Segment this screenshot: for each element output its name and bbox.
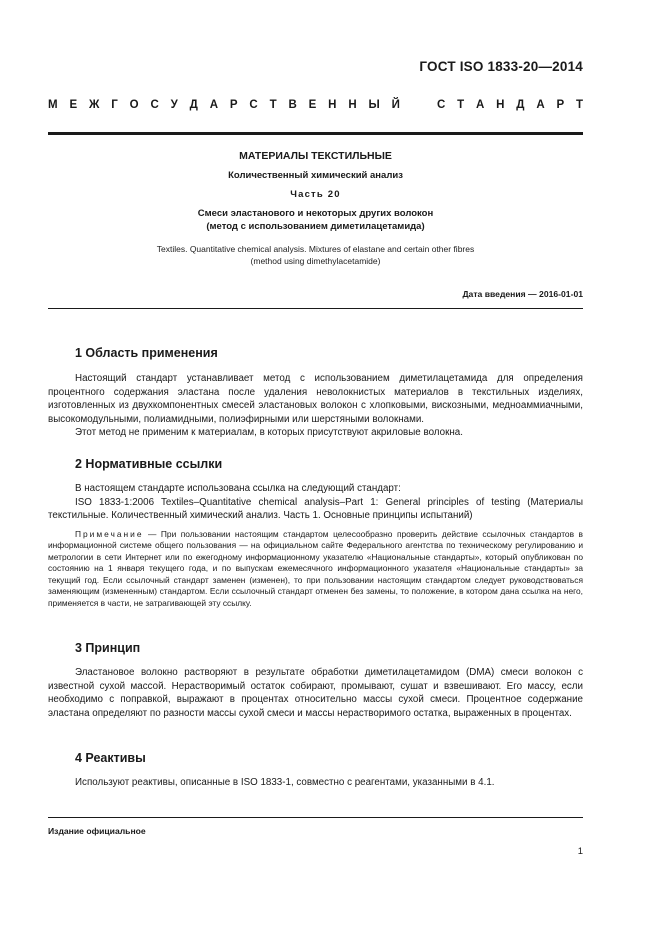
standard-type-letter: Т bbox=[457, 99, 465, 111]
title-main: МАТЕРИАЛЫ ТЕКСТИЛЬНЫЕ bbox=[239, 150, 392, 162]
standard-type-letter: Р bbox=[556, 99, 565, 111]
standard-type-letter: Г bbox=[111, 99, 118, 111]
standard-type-letter: Ж bbox=[88, 99, 100, 111]
note-text: — При пользовании настоящим стандартом целесообразно проверить действие ссылочных стандартов в информационной системе общего пользования — на официальном сайте Федерального агентства по техническому регулированию и метрологии в сети Интернет или по ежегодному информационному указателю «Национальные стандарты», который опубликован по состоянию на 1 января текущего года, и по выпускам ежемесячного информационного указателя «Национальные стандарты» за текущий год. Если ссылочный стандарт заменен (изменен), то при пользовании настоящим стандартом следует руководствоваться заменяющим (измененным) стандартом. Если ссылочный стандарт отменен без замены, то положение, в котором дана ссылка на него, применяется в части, не затрагивающей эту ссылку. bbox=[48, 528, 583, 608]
standard-type-letter: Н bbox=[348, 99, 357, 111]
standard-type-word-2 bbox=[437, 99, 583, 111]
section-heading: 2 Нормативные ссылки bbox=[75, 457, 223, 471]
section-paragraph: Этот метод не применим к материалам, в которых присутствуют акриловые волокна. bbox=[75, 427, 463, 438]
title-divider bbox=[48, 308, 583, 309]
edition-label: Издание официальное bbox=[48, 826, 146, 836]
section-normative-references bbox=[48, 456, 583, 609]
note-paragraph bbox=[48, 529, 583, 610]
section-scope bbox=[48, 345, 583, 440]
standard-type-letter: М bbox=[48, 99, 58, 111]
title-english-line-1: Textiles. Quantitative chemical analysis. Mixtures of elastane and certain other fibres bbox=[156, 244, 475, 254]
title-name bbox=[48, 207, 583, 233]
standard-type-letter: А bbox=[536, 99, 545, 111]
standard-type-letter: С bbox=[150, 99, 159, 111]
standard-type-letter: Е bbox=[308, 99, 317, 111]
section-paragraph: Эластановое волокно растворяют в результате обработки диметилацетамидом (DMA) смеси волокон с известной сухой массой. Нерастворимый остаток собирают, промывают, сушат и взвешивают. Его массу, если необходимо с поправкой, выражают в процентах относительно массы сухой смеси. Процентное содержание эластана определяют по разности массы сухой смеси и массы нерастворимого остатка, выраженных в процентах. bbox=[48, 667, 583, 719]
standard-type-letter: Н bbox=[496, 99, 505, 111]
section-paragraph: ISO 1833-1:2006 Textiles–Quantitative chemical analysis–Part 1: General principles of testing (Материалы текстильные. Количественный химический анализ. Часть 1. Основные принципы испытаний) bbox=[48, 496, 583, 521]
title-english bbox=[48, 243, 583, 267]
title-subtitle: Количественный химический анализ bbox=[228, 170, 403, 181]
title-part: Часть 20 bbox=[290, 189, 341, 200]
standard-type-letter: У bbox=[170, 99, 178, 111]
standard-type-word-1 bbox=[48, 99, 400, 111]
standard-type-letter: Т bbox=[575, 99, 583, 111]
standard-type-letter: Ы bbox=[368, 99, 380, 111]
standard-type-letter: Е bbox=[69, 99, 78, 111]
section-paragraph: Настоящий стандарт устанавливает метод с использованием диметилацетамида для определения процентного содержания эластана после удаления неволокнистых материалов в текстильных изделиях, изготовленных из двухкомпонентных смесей эластановых волокон с хлопковыми, вискозными, медноаммиачными, высокомодульными, полиамидными, полиэфирными или шерстяными волокнами. bbox=[48, 373, 583, 425]
standard-type-letter: С bbox=[249, 99, 258, 111]
standard-type-heading bbox=[48, 99, 583, 111]
section-heading: 3 Принцип bbox=[75, 641, 141, 655]
document-number: ГОСТ ISO 1833-20—2014 bbox=[419, 59, 583, 74]
note-label: Примечание bbox=[75, 528, 144, 539]
standard-type-letter: О bbox=[129, 99, 139, 111]
standard-type-letter: А bbox=[209, 99, 219, 111]
section-principle bbox=[48, 640, 583, 720]
page-number: 1 bbox=[577, 846, 583, 857]
section-paragraph: В настоящем стандарте использована ссылка на следующий стандарт: bbox=[75, 483, 401, 494]
standard-type-letter: В bbox=[288, 99, 297, 111]
section-reagents bbox=[48, 750, 583, 790]
section-heading: 1 Область применения bbox=[75, 346, 218, 360]
title-name-line-2: (метод с использованием диметилацетамида) bbox=[206, 221, 425, 232]
section-paragraph: Используют реактивы, описанные в ISO 1833-1, совместно с реагентами, указанными в 4.1. bbox=[75, 777, 495, 788]
title-block bbox=[48, 149, 583, 267]
section-heading: 4 Реактивы bbox=[75, 751, 146, 765]
standard-type-letter: Т bbox=[269, 99, 277, 111]
title-name-line-1: Смеси эластанового и некоторых других волокон bbox=[197, 208, 434, 219]
title-english-line-2: (method using dimethylacetamide) bbox=[250, 256, 381, 266]
standard-type-letter: С bbox=[437, 99, 446, 111]
standard-type-letter: А bbox=[476, 99, 485, 111]
standard-type-letter: Д bbox=[516, 99, 525, 111]
footer-divider bbox=[48, 817, 583, 818]
header-divider bbox=[48, 132, 583, 135]
standard-type-letter: Н bbox=[328, 99, 337, 111]
standard-type-letter: Й bbox=[391, 99, 400, 111]
standard-type-letter: Д bbox=[189, 99, 198, 111]
introduction-date: Дата введения — 2016-01-01 bbox=[462, 289, 583, 299]
standard-type-letter: Р bbox=[229, 99, 238, 111]
